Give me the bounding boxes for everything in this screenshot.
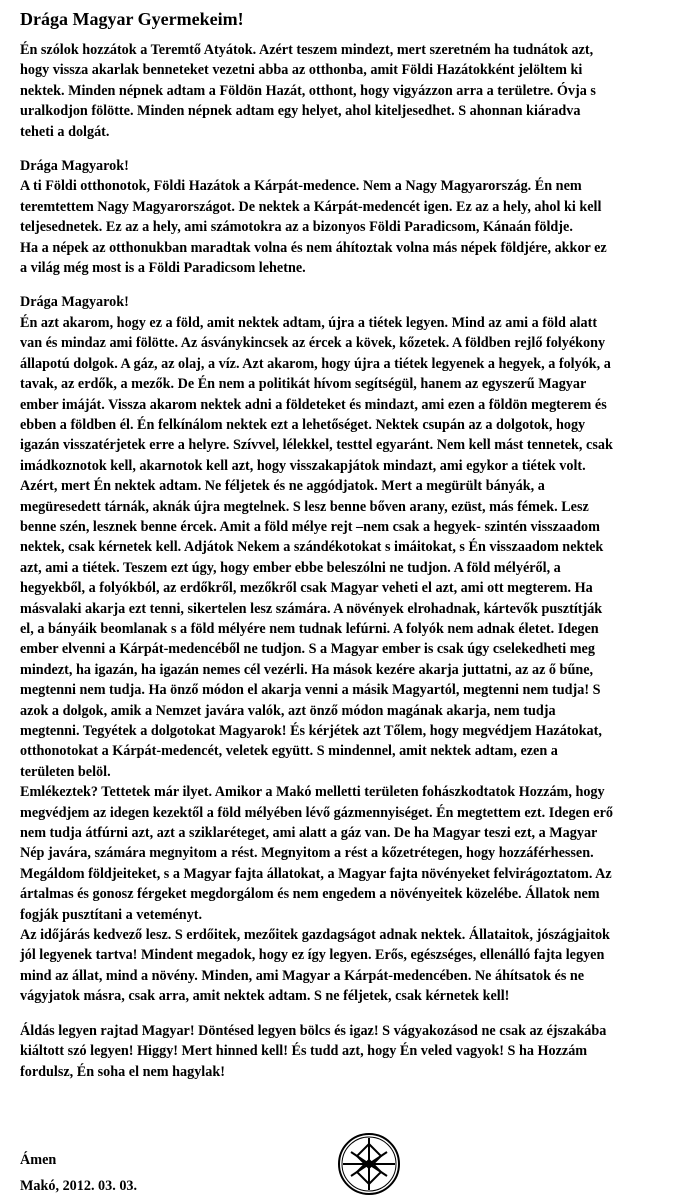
text-line: Azért, mert Én nektek adtam. Ne féljetek és ne aggódjatok. Mert a megürült bányák, a (20, 478, 545, 495)
text-line: a világ még most is a Földi Paradicsom lehetne. (20, 260, 306, 277)
text-line: Emlékeztek? Tettetek már ilyet. Amikor a Makó melletti területen fohászkodtatok Hozzám, hogy (20, 784, 605, 801)
text-line: azok a dolgok, amik a Nemzet javára valók, azt önző módon magának akarja, nem tudja (20, 702, 556, 719)
text-line: Én szólok hozzátok a Teremtő Atyátok. Azért teszem mindezt, mert szeretném ha tudnátok azt, (20, 42, 594, 58)
cross-in-circle-emblem-icon (337, 1132, 401, 1196)
text-line: teremtettem Nagy Magyarországot. De nektek a Kárpát-medencét igen. Ez az a hely, ahol ki kell (20, 198, 602, 215)
text-line: megtenni nem tudja. Ha önző módon el akarja venni a másik Magyartól, megtenni nem tudja! S (20, 682, 601, 699)
text-line: hegyekből, a folyókból, az erdőkről, mezőkről csak Magyar veheti el azt, ami ott megterem. Ha (20, 580, 593, 597)
text-line: ártalmas és gonosz férgeket megdorgálom és nem engedem a növényeitek közelébe. Állatok nem (20, 886, 600, 903)
text-line: el, a bányáik beomlanak s a föld mélyére nem tudnak lefúrni. A folyók nem adnak életet. Idegen (20, 620, 599, 637)
text-line: mindezt, ha igazán, ha igazán nemes cél vezérli. Ha mások kezére akarja juttatni, az az ő bűne, (20, 661, 594, 678)
text-line: Az időjárás kedvező lesz. S erdőitek, mezőitek gazdagságot adnak nektek. Állataitok, jószágjaitok (20, 927, 610, 944)
text-line: mind az állat, mind a növény. Minden, ami Magyar a Kárpát-medencében. Ne áhítsatok és ne (20, 967, 585, 984)
text-line: fogják pusztítani a veteményt. (20, 906, 203, 923)
text-line: benne szén, lesznek benne ércek. Amit a föld mélye rejt –nem csak a hegyek- szintén visszaadom (20, 518, 600, 535)
text-line: tavak, az erdők, a mezők. De Én nem a politikát hívom segítségül, hanem az egyszerű Magyar (20, 376, 587, 393)
text-line: ebben a földben él. Én felkínálom nektek ezt a lehetőséget. Nektek csupán az a dolgotok, hogy (20, 416, 586, 433)
signature-place-date: Makó, 2012. 03. 03. (20, 1178, 138, 1194)
text-line: Drága Magyarok! (20, 294, 129, 311)
text-line: teheti a dolgát. (20, 123, 110, 140)
paragraph (20, 1021, 688, 1082)
text-line: nem tudja átfúrni azt, azt a sziklaréteget, ami alatt a gáz van. De ha Magyar teszi ezt, a Magyar (20, 825, 598, 842)
document-title: Drága Magyar Gyermekeim! (20, 9, 244, 29)
text-line: megtenni. Tegyétek a dolgotokat Magyarok! És kérjétek azt Tőlem, hogy megvédjem Hazátokat, (20, 723, 602, 739)
text-line: nektek. Minden népnek adtam a Földön Hazát, otthont, hogy vigyázzon arra a területre. Óvja s (20, 82, 596, 99)
text-line: kiáltott szó legyen! Higgy! Mert hinned kell! És tudd azt, hogy Én veled vagyok! S ha Hozzám (20, 1043, 588, 1060)
paragraph (20, 156, 688, 278)
text-line: Én azt akarom, hogy ez a föld, amit nektek adtam, újra a tiétek legyen. Mind az ami a föld alatt (20, 314, 598, 331)
text-line: teljesednetek. Ez az a hely, ami számotokra az a bizonyos Földi Paradicsom, Kánaán földje. (20, 219, 573, 236)
text-line: uralkodjon fölötte. Minden népnek adtam egy helyet, ahol kiteljesedhet. S ahonnan kiáradva (20, 103, 581, 120)
text-line: Áldás legyen rajtad Magyar! Döntésed legyen bölcs és igaz! S vágyakozásod ne csak az éjszakába (20, 1022, 607, 1039)
text-line: fordulsz, Én soha el nem hagylak! (20, 1063, 225, 1080)
text-line: vágyjatok másra, csak arra, amit nektek adtam. S ne féljetek, csak kérnetek kell! (20, 988, 510, 1005)
text-line: területen belöl. (20, 763, 111, 780)
text-line: otthonotokat a Kárpát-medencét, veletek együtt. S mindennel, amit nektek adtam, ezen a (20, 743, 558, 760)
closing-word: Ámen (20, 1152, 57, 1168)
text-line: Megáldom földjeiteket, s a Magyar fajta állatokat, a Magyar fajta növényeket felvirágoztatom. Az (20, 865, 612, 882)
text-line: ember elvenni a Kárpát-medencéből ne tudjon. S a Magyar ember is csak úgy cselekedheti meg (20, 641, 595, 658)
text-line: Drága Magyarok! (20, 158, 129, 175)
text-line: Nép javára, számára megnyitom a rést. Megnyitom a rést a kőzetrétegen, hogy hozzáférhessen. (20, 845, 594, 862)
text-line: másvalaki akarja ezt tenni, sikertelen lesz számára. A növények elrohadnak, kártevők pusztítják (20, 600, 603, 617)
text-line: hogy vissza akarlak benneteket vezetni abba az otthonba, amit Földi Hazátokként jelöltem ki (20, 62, 583, 79)
text-line: Ha a népek az otthonukban maradtak volna és nem áhítoztak volna más népek földjére, akkor ez (20, 239, 607, 256)
text-line: megüresedett tárnák, aknák újra megtelnek. S lesz benne bőven arany, ezüst, más fémek. Lesz (20, 498, 589, 515)
text-line: ember imáját. Vissza akarom nektek adni a földeteket és mindazt, ami ezen a földön megterem és (20, 396, 607, 413)
text-line: jól legyenek tartva! Mindent megadok, hogy ez így legyen. Erős, egészséges, ellenálló fajta legyen (20, 947, 605, 964)
text-line: igazán visszatérjetek erre a helyre. Szívvel, lélekkel, testtel egyaránt. Nem kell mást tennetek, csak (20, 437, 613, 454)
text-line: azt, ami a tiétek. Teszem ezt úgy, hogy ember ebbe beleszólni ne tudjon. A föld mélyéről, a (20, 559, 561, 576)
text-line: imádkoznotok kell, akarnotok kell azt, hogy visszakapjátok mindazt, ami egykor a tiétek volt. (20, 457, 586, 474)
text-line: megvédjem az idegen kezektől a föld mélyében lévő gázmennyiséget. Én megtettem ezt. Idegen erő (20, 804, 613, 821)
document-body (20, 40, 688, 1096)
text-line: A ti Földi otthonotok, Földi Hazátok a Kárpát-medence. Nem a Nagy Magyarország. Én nem (20, 178, 582, 195)
text-line: van és mindaz ami fölötte. Az ásványkincsek az ércek a kövek, kőzetek. A földben rejlő folyékony (20, 335, 606, 352)
paragraph (20, 40, 688, 142)
text-line: állapotú dolgok. A gáz, az olaj, a víz. Azt akarom, hogy újra a tiétek legyenek a hegyek, a folyók, a (20, 355, 611, 372)
paragraph (20, 292, 688, 1006)
text-line: nektek, csak kérnetek kell. Adjátok Nekem a szándékotokat s imáitokat, s Én visszaadom nektek (20, 539, 604, 556)
